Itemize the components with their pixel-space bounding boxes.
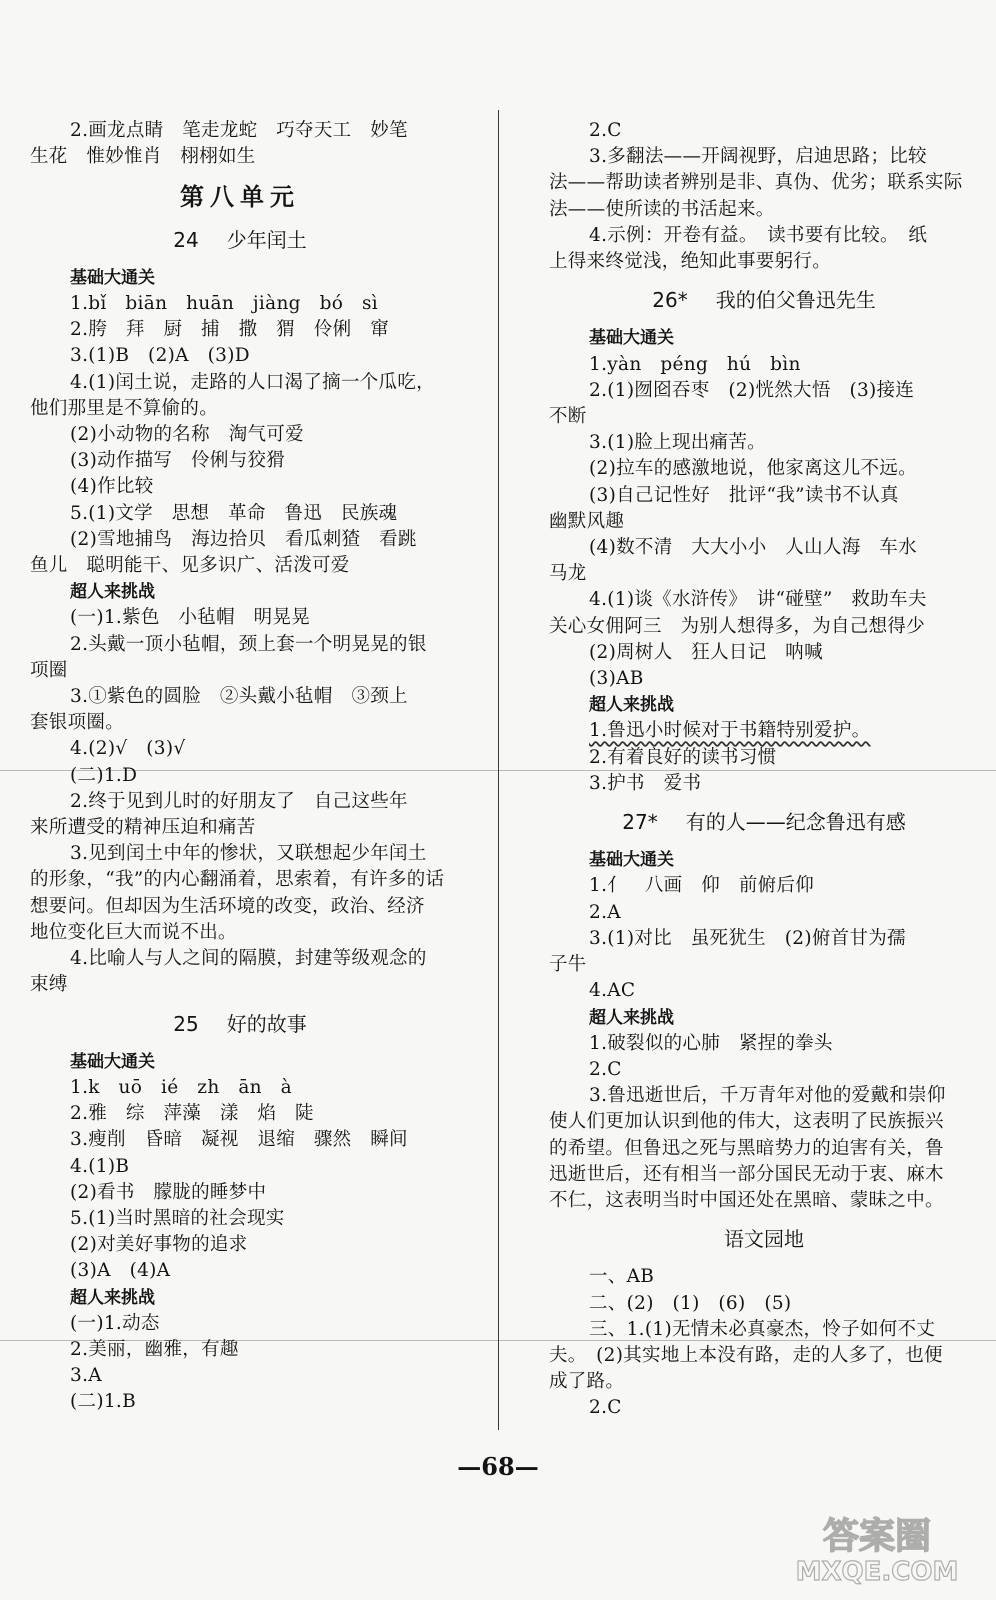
section-label-challenge: 超人来挑战 — [589, 1007, 674, 1028]
text-line: 4.(1)谈《水浒传》 讲“碰壁” 救助车夫 — [589, 589, 927, 611]
text-line: 2.头戴一顶小毡帽，颈上套一个明晃晃的银 — [70, 633, 427, 655]
wavy-underlined-text: 1.鲁迅小时候对于书籍特别爱护。 — [589, 720, 871, 742]
section-label-basic: 基础大通关 — [589, 328, 674, 349]
page-number: —68— — [457, 1452, 539, 1481]
text-line: 3.(1)B (2)A (3)D — [70, 345, 250, 367]
text-line: 夫。 (2)其实地上本没有路，走的人多了，也便 — [549, 1344, 943, 1366]
text-line: 2.有着良好的读书习惯 — [589, 746, 777, 768]
lesson-number: 25 — [173, 1011, 199, 1036]
text-line: 法——使所读的书活起来。 — [549, 198, 775, 220]
text-line: 2.C — [589, 1397, 622, 1419]
text-line: 3.(1)对比 虽死犹生 (2)俯首甘为孺 — [589, 927, 906, 949]
text-line: 2.画龙点睛 笔走龙蛇 巧夺天工 妙笔 — [70, 120, 408, 141]
text-line: (3)AB — [589, 668, 644, 690]
text-line: 2.美丽，幽雅，有趣 — [70, 1338, 239, 1360]
lesson-name: 我的伯父鲁迅先生 — [715, 288, 876, 313]
text-line: 2.胯 拜 厨 捕 撒 猬 伶俐 窜 — [70, 319, 390, 341]
section-label-challenge: 超人来挑战 — [70, 582, 155, 603]
text-line: 2.C — [589, 1058, 622, 1080]
text-line: (2)周树人 狂人日记 呐喊 — [589, 641, 823, 663]
text-line: 1.yàn péng hú bìn — [589, 353, 801, 375]
lesson-name: 少年闰土 — [226, 227, 307, 252]
text-line: 地位变化巨大而说不出。 — [30, 921, 237, 943]
lesson-title-27 — [549, 809, 979, 835]
text-line: 3.多翻法——开阔视野，启迪思路；比较 — [589, 146, 927, 168]
text-line: 2.A — [589, 901, 621, 923]
text-line: (4)数不清 大大小小 人山人海 车水 — [589, 537, 917, 559]
text-line: 三、1.(1)无情未必真豪杰，怜子如何不丈 — [589, 1318, 936, 1340]
text-line: 束缚 — [30, 974, 68, 996]
text-line: 一、AB — [589, 1266, 655, 1288]
text-line: 不断 — [549, 406, 587, 428]
text-line: 2.雅 综 萍藻 漾 焰 陡 — [70, 1103, 314, 1125]
text-line: 想要问。但却因为生活环境的改变，政治、经济 — [30, 895, 425, 917]
section-label-challenge: 超人来挑战 — [589, 695, 674, 716]
text-line: (2)雪地捕鸟 海边拾贝 看瓜刺猹 看跳 — [70, 528, 417, 550]
text-line: 1.bǐ biān huān jiàng bó sì — [70, 293, 379, 315]
lesson-title-24 — [30, 227, 450, 253]
text-line: 3.瘦削 昏暗 凝视 退缩 骤然 瞬间 — [70, 1129, 408, 1151]
text-line: 4.(1)B — [70, 1155, 130, 1177]
text-line: 项圈 — [30, 659, 68, 681]
text-line: (4)作比较 — [70, 476, 154, 498]
text-line: 的希望。但鲁迅之死与黑暗势力的迫害有关，鲁 — [549, 1137, 944, 1159]
text-line: 鱼儿 聪明能干、见多识广、活泼可爱 — [30, 555, 350, 577]
text-line: 3.(1)脸上现出痛苦。 — [589, 432, 766, 454]
lesson-title-26 — [549, 287, 979, 313]
text-line: 4.示例：开卷有益。 读书要有比较。 纸 — [589, 224, 928, 246]
text-line: 生花 惟妙惟肖 栩栩如生 — [30, 146, 256, 168]
text-line: 5.(1)当时黑暗的社会现实 — [70, 1207, 285, 1229]
text-line: 他们那里是不算偷的。 — [30, 397, 219, 419]
watermark-bottom-text: MXQE.COM — [795, 1557, 959, 1586]
text-line: (二)1.B — [70, 1391, 136, 1413]
text-line: 二、(2) (1) (6) (5) — [589, 1292, 792, 1314]
text-line: (3)A (4)A — [70, 1260, 171, 1282]
text-line: 5.(1)文学 思想 革命 鲁迅 民族魂 — [70, 502, 398, 524]
text-line: (3)动作描写 伶俐与狡猾 — [70, 450, 286, 472]
text-line: (二)1.D — [70, 764, 138, 786]
text-line: 1.破裂似的心肺 紧捏的拳头 — [589, 1032, 833, 1054]
text-line: 来所遭受的精神压迫和痛苦 — [30, 817, 256, 839]
text-line: 2.(1)囫囵吞枣 (2)恍然大悟 (3)接连 — [589, 379, 915, 401]
text-line: 关心女佣阿三 为别人想得多，为自己想得少 — [549, 615, 926, 637]
lesson-number: 24 — [173, 227, 199, 252]
lesson-title-25 — [30, 1011, 450, 1037]
text-line: 套银项圈。 — [30, 712, 125, 734]
text-line: 4.(1)闰土说，走路的人口渴了摘一个瓜吃， — [70, 371, 435, 393]
text-line: 不仁，这表明当时中国还处在黑暗、蒙昧之中。 — [549, 1189, 944, 1211]
lesson-name: 好的故事 — [226, 1011, 307, 1036]
text-line: 4.(2)√ (3)√ — [70, 738, 186, 760]
section-label-basic: 基础大通关 — [589, 850, 674, 871]
text-line: (2)看书 朦胧的睡梦中 — [70, 1181, 267, 1203]
text-line: (2)对美好事物的追求 — [70, 1234, 248, 1256]
text-line: 3.A — [70, 1365, 102, 1387]
text-line: (3)自己记性好 批评“我”读书不认真 — [589, 484, 899, 506]
text-line: 4.AC — [589, 980, 636, 1002]
lesson-name: 有的人——纪念鲁迅有感 — [685, 810, 906, 835]
left-column — [30, 118, 450, 1416]
right-column — [549, 118, 979, 1422]
text-line: 4.比喻人与人之间的隔膜，封建等级观念的 — [70, 948, 427, 970]
text-line: (一)1.紫色 小毡帽 明晃晃 — [70, 607, 311, 629]
text-line: 3.护书 爱书 — [589, 772, 702, 794]
text-line: 的形象，“我”的内心翻涌着，思索着，有许多的话 — [30, 869, 445, 891]
text-line — [549, 718, 979, 744]
text-line: 3.①紫色的圆脸 ②头戴小毡帽 ③颈上 — [70, 686, 408, 708]
text-line: (2)拉车的感激地说，他家离这儿不远。 — [589, 458, 917, 480]
text-line: (一)1.动态 — [70, 1312, 160, 1334]
text-line: 上得来终觉浅，绝知此事要躬行。 — [549, 251, 832, 273]
text-line: 子牛 — [549, 954, 587, 976]
text-line: 2.C — [589, 120, 622, 141]
text-line: (2)小动物的名称 淘气可爱 — [70, 424, 304, 446]
text-line: 3.见到闰土中年的惨状，又联想起少年闰土 — [70, 843, 427, 865]
unit-title: 第八单元 — [180, 182, 300, 212]
garden-title: 语文园地 — [724, 1227, 804, 1252]
text-line: 使人们更加认识到他的伟大，这表明了民族振兴 — [549, 1111, 944, 1133]
section-label-basic: 基础大通关 — [70, 1051, 155, 1072]
text-line: 迅逝世后，还有相当一部分国民无动于衷、麻木 — [549, 1163, 944, 1185]
text-line: 法——帮助读者辨别是非、真伪、优劣；联系实际 — [549, 172, 963, 194]
text-line: 1.亻 八画 仰 前俯后仰 — [589, 875, 815, 897]
text-line: 2.终于见到儿时的好朋友了 自己这些年 — [70, 790, 408, 812]
text-line: 马龙 — [549, 563, 587, 585]
lesson-number: 26* — [652, 288, 688, 313]
text-line: 幽默风趣 — [549, 510, 625, 532]
lesson-number: 27* — [622, 810, 658, 835]
watermark-logo — [782, 1506, 972, 1586]
text-line: 成了路。 — [549, 1371, 625, 1393]
column-divider — [498, 110, 499, 1430]
watermark-top-text: 答案圈 — [822, 1516, 932, 1557]
text-line: 1.k uō ié zh ān à — [70, 1076, 293, 1098]
section-label-basic: 基础大通关 — [70, 267, 155, 288]
text-line: 3.鲁迅逝世后，千万青年对他的爱戴和崇仰 — [589, 1085, 946, 1107]
section-label-challenge: 超人来挑战 — [70, 1287, 155, 1308]
